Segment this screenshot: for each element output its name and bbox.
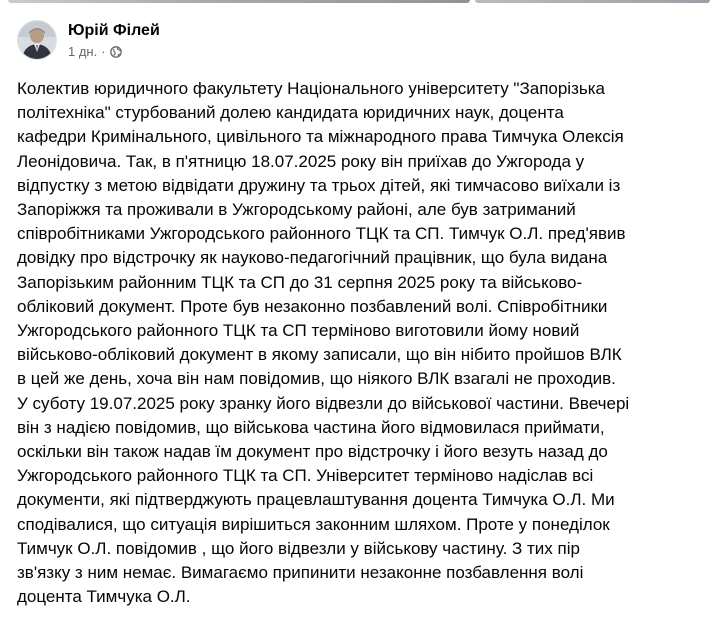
post-header (17, 20, 160, 60)
separator-dot: · (101, 43, 106, 59)
avatar-photo (18, 21, 56, 59)
post-timestamp[interactable]: 1 дн. (68, 43, 98, 59)
post-text: Колектив юридичного факультету Національного університету "Запорізька політехніка" стурбований долею кандидата юридичних наук, доцента кафедри Кримінального, цивільного та міжнародного права Тимчука Олексія Леонідовича. Так, в п'ятницю 18.07.2025 року він приїхав до Ужгорода у відпустку з метою відвідати дружину та трьох дітей, які тимчасово виїхали із Запоріжжя та проживали в Ужгородському районі, але був затриманий співробітниками Ужгородського районного ТЦК та СП. Тимчук О.Л. пред'явив довідку про відстрочку як науково-педагогічний працівник, що була видана Запорізьким районним ТЦК та СП до 31 серпня 2025 року та військово- обліковий документ. Проте був незаконно позбавлений волі. Співробітники Ужгородського районного ТЦК та СП терміново виготовили йому новий військово-обліковий документ в якому записали, що він нібито пройшов ВЛК в цей же день, хоча він нам повідомив, що ніякого ВЛК взагалі не проходив. У суботу 19.07.2025 року зранку його відвезли до військової частини. Ввечері він з надією повідомив, що військова частина його відмовилася приймати, оскільки він також надав їм документ про відстрочку і його везуть назад до Ужгородського районного ТЦК та СП. Університет терміново надіслав всі документи, які підтверджують працевлаштування доцента Тимчука О.Л. Ми сподівалися, що ситуація вирішиться законним шляхом. Проте у понеділок Тимчук О.Л. повідомив , що його відвезли у військову частину. З тих пір зв'язку з ним немає. Вимагаємо припинити незаконне позбавлення волі доцента Тимчука О.Л. (17, 79, 630, 607)
post-meta (68, 21, 160, 60)
avatar[interactable] (17, 20, 57, 60)
previous-post-image-edge-right (475, 0, 710, 3)
previous-post-edge (0, 0, 710, 4)
author-name[interactable]: Юрій Філей (68, 21, 160, 39)
globe-icon[interactable] (110, 46, 122, 58)
previous-post-image-edge (8, 0, 470, 3)
post-subline (68, 44, 160, 60)
